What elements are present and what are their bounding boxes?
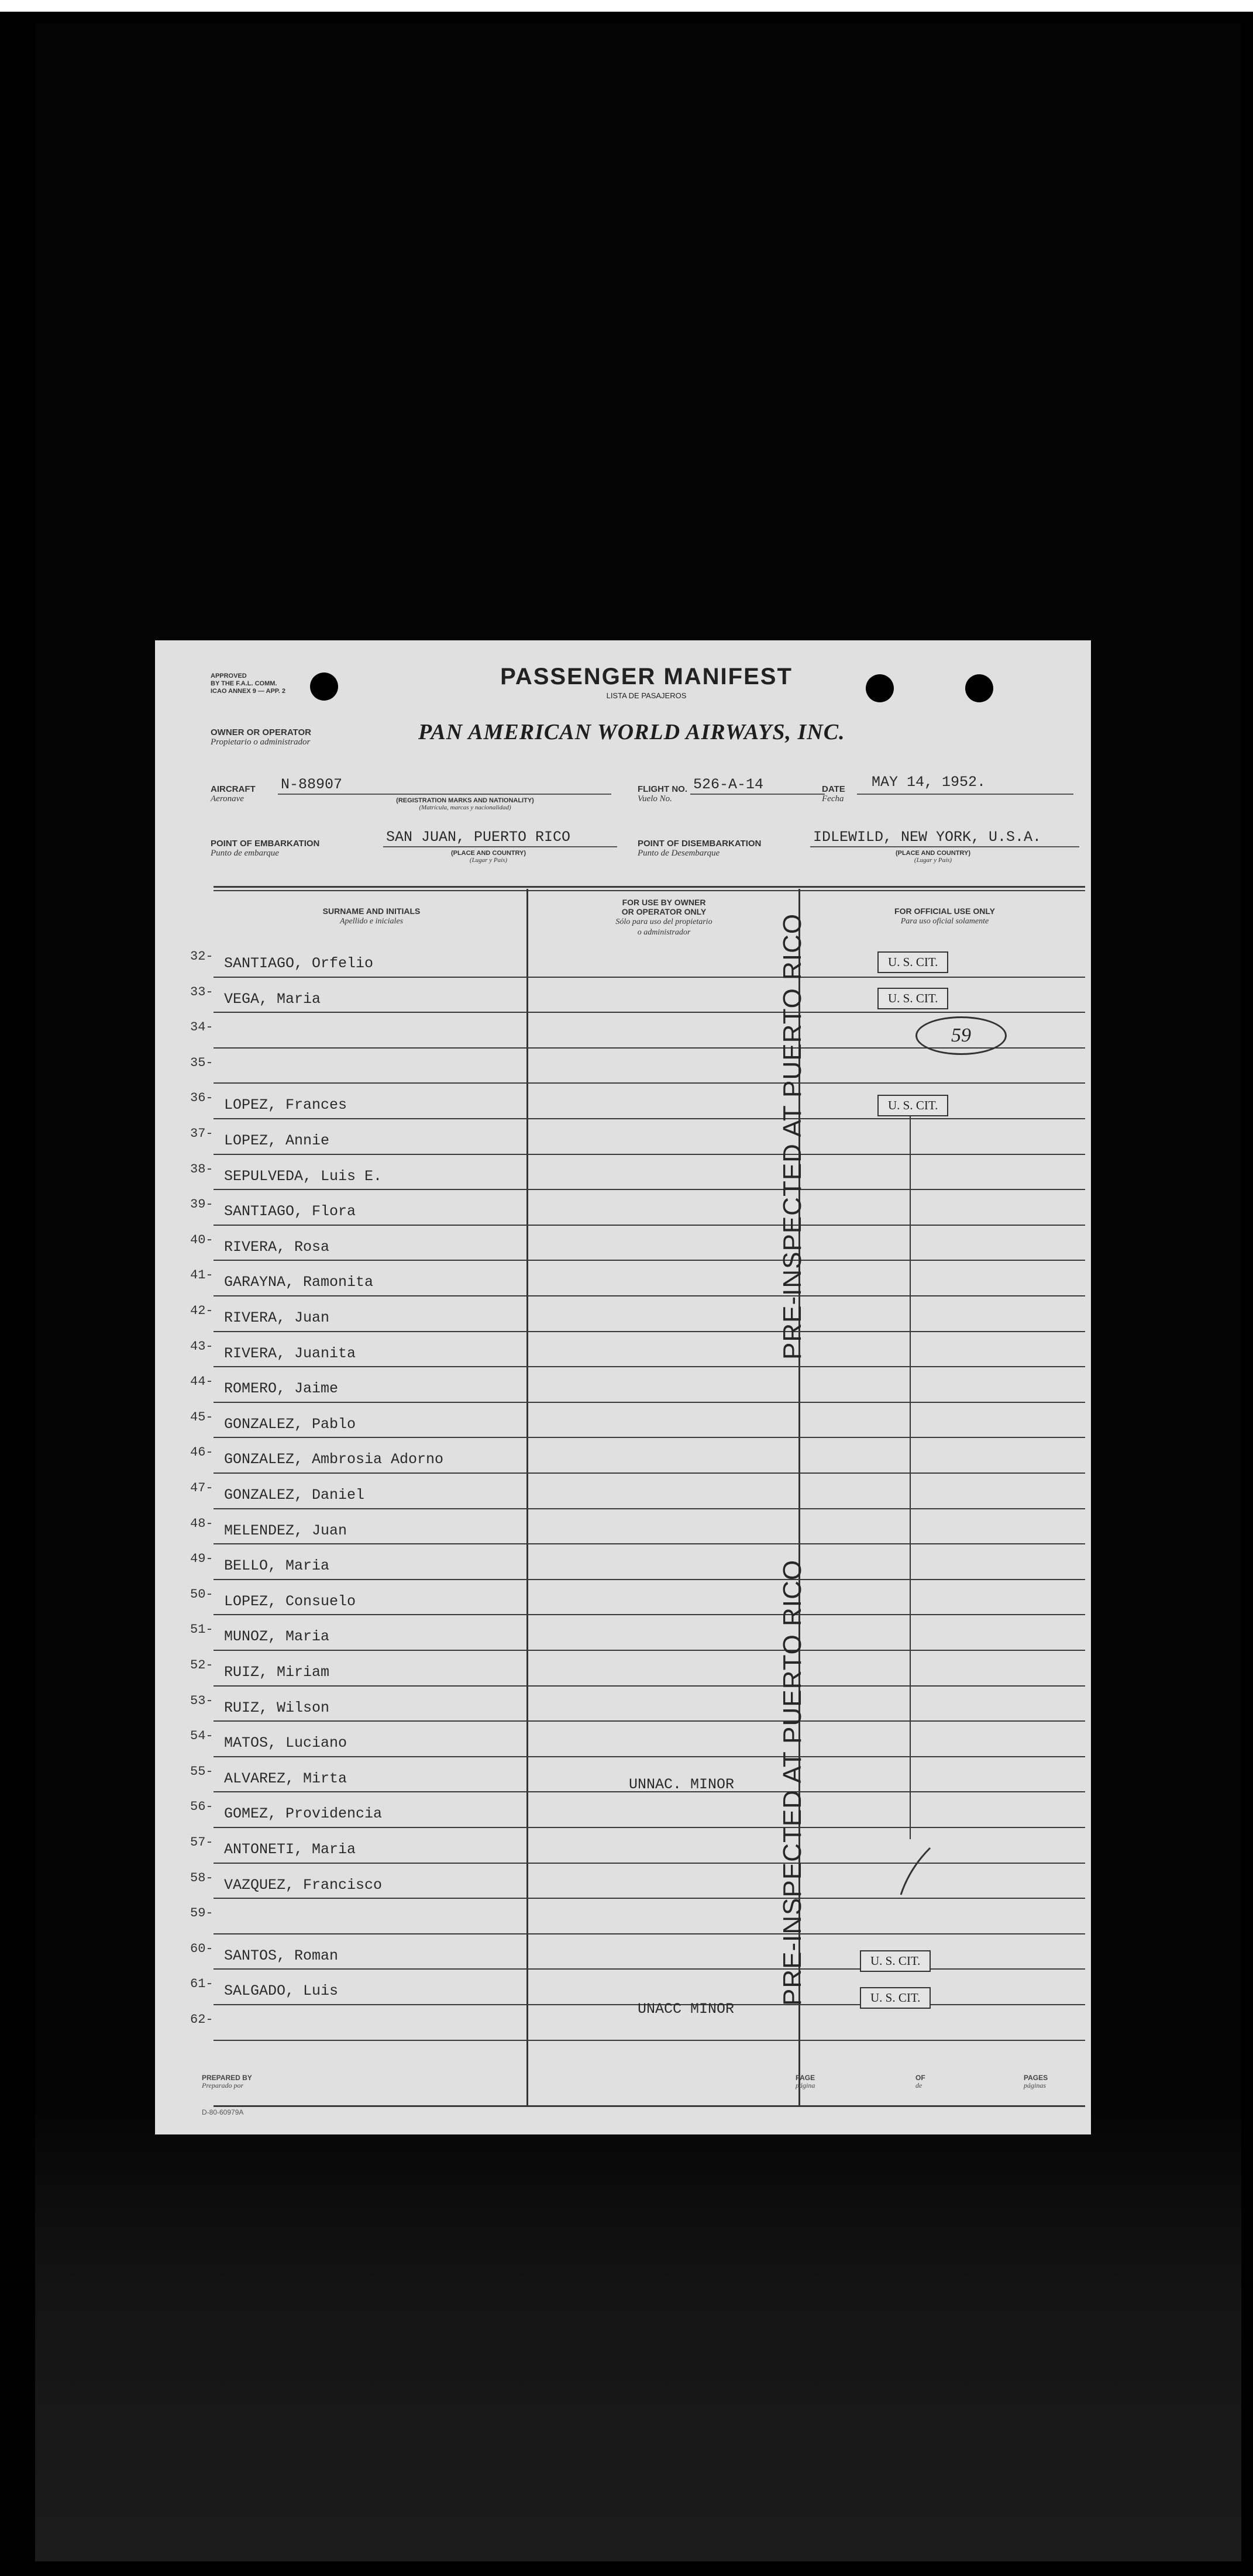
row-number: 43- <box>190 1339 214 1354</box>
row-number: 56- <box>190 1799 214 1815</box>
row-number: 32- <box>190 949 214 964</box>
passenger-name: MATOS, Luciano <box>224 1734 347 1752</box>
official-column-line <box>910 1096 911 1839</box>
remark-unaccompanied-minor: UNACC MINOR <box>638 2001 735 2018</box>
passenger-name: LOPEZ, Annie <box>224 1132 330 1149</box>
row-number: 34- <box>190 1020 214 1035</box>
row-line <box>214 1118 1085 1119</box>
date-underline <box>857 794 1073 795</box>
header-rule <box>214 886 1085 888</box>
row-line <box>214 1508 1085 1509</box>
manifest-title-block <box>471 664 822 700</box>
owner-value: PAN AMERICAN WORLD AIRWAYS, INC. <box>418 720 845 744</box>
passenger-name: LOPEZ, Frances <box>224 1096 347 1114</box>
flight-label: FLIGHT NO. Vuelo No. <box>638 784 687 804</box>
passenger-name: RUIZ, Miriam <box>224 1664 330 1681</box>
row-line <box>214 1650 1085 1651</box>
row-number: 46- <box>190 1445 214 1460</box>
us-citizen-stamp: U. S. CIT. <box>877 1095 948 1116</box>
passenger-name: ANTONETI, Maria <box>224 1841 356 1858</box>
passenger-name: MELENDEZ, Juan <box>224 1522 347 1539</box>
official-use-column-header: FOR OFFICIAL USE ONLY Para uso oficial solamente <box>894 906 995 926</box>
row-number: 62- <box>190 2012 214 2027</box>
manifest-sheet <box>155 640 1091 2134</box>
passenger-name: LOPEZ, Consuelo <box>224 1592 356 1610</box>
embarkation-underline <box>383 846 617 847</box>
passenger-name: GONZALEZ, Ambrosia Adorno <box>224 1451 444 1468</box>
microfilm-bottom <box>35 2117 1241 2561</box>
row-line <box>214 1189 1085 1190</box>
row-line <box>214 2040 1085 2041</box>
passenger-name: VEGA, Maria <box>224 990 321 1008</box>
row-line <box>214 1933 1085 1934</box>
row-line <box>214 1366 1085 1367</box>
row-line <box>214 1543 1085 1544</box>
passenger-name: RIVERA, Rosa <box>224 1238 330 1256</box>
flight-underline <box>690 794 825 795</box>
punch-hole <box>965 674 993 702</box>
passenger-name: BELLO, Maria <box>224 1557 330 1575</box>
scan-edge <box>0 0 1253 12</box>
row-line <box>214 1685 1085 1687</box>
passenger-name: SANTIAGO, Flora <box>224 1203 356 1220</box>
row-number: 36- <box>190 1091 214 1106</box>
registration-caption: (REGISTRATION MARKS AND NATIONALITY) (Matrícula, marcas y nacionalidad) <box>396 797 534 811</box>
passenger-name: GONZALEZ, Pablo <box>224 1415 356 1433</box>
row-number: 45- <box>190 1409 214 1425</box>
row-number: 61- <box>190 1977 214 1992</box>
date-value: MAY 14, 1952. <box>872 774 986 791</box>
row-line <box>214 1720 1085 1722</box>
aircraft-underline <box>278 794 611 795</box>
row-number: 35- <box>190 1055 214 1070</box>
prepared-by-label: PREPARED BY Preparado por <box>202 2074 252 2089</box>
pages-label: PAGES páginas <box>1024 2074 1048 2089</box>
check-mark <box>898 1845 933 1898</box>
passenger-name: ALVAREZ, Mirta <box>224 1770 347 1787</box>
row-line <box>214 1473 1085 1474</box>
names-column-header: SURNAME AND INITIALS Apellido e iniciales <box>322 906 421 926</box>
row-number: 44- <box>190 1374 214 1389</box>
row-number: 59- <box>190 1906 214 1921</box>
manifest-subtitle: LISTA DE PASAJEROS <box>606 691 687 700</box>
row-line <box>214 1402 1085 1403</box>
embarkation-label: POINT OF EMBARKATION Punto de embarque <box>211 839 320 858</box>
row-number: 38- <box>190 1161 214 1177</box>
disembarkation-value: IDLEWILD, NEW YORK, U.S.A. <box>813 829 1042 846</box>
remark-unaccompanied-minor: UNNAC. MINOR <box>629 1776 735 1793</box>
passenger-name: ROMERO, Jaime <box>224 1380 339 1398</box>
row-line <box>214 1295 1085 1296</box>
row-line <box>214 1082 1085 1084</box>
us-citizen-stamp: U. S. CIT. <box>877 988 948 1009</box>
row-number: 37- <box>190 1126 214 1141</box>
aircraft-value: N-88907 <box>281 776 343 793</box>
row-number: 49- <box>190 1551 214 1567</box>
punch-hole <box>866 674 894 702</box>
row-number: 54- <box>190 1729 214 1744</box>
row-line <box>214 1827 1085 1828</box>
row-number: 48- <box>190 1516 214 1531</box>
row-number: 50- <box>190 1587 214 1602</box>
page-label: PAGE página <box>796 2074 815 2089</box>
row-number: 58- <box>190 1870 214 1885</box>
owner-use-column-header: FOR USE BY OWNER OR OPERATOR ONLY Sólo para uso del propietario o administrador <box>615 898 712 937</box>
us-citizen-stamp: U. S. CIT. <box>860 1950 931 1972</box>
us-citizen-stamp: U. S. CIT. <box>877 951 948 973</box>
row-number: 57- <box>190 1835 214 1850</box>
passenger-name: SANTIAGO, Orfelio <box>224 955 374 972</box>
passenger-name: SEPULVEDA, Luis E. <box>224 1167 383 1185</box>
column-divider <box>526 889 528 2105</box>
row-number: 39- <box>190 1197 214 1212</box>
row-line <box>214 1012 1085 1013</box>
header-rule-thin <box>214 890 1085 891</box>
row-number: 33- <box>190 984 214 999</box>
row-number: 51- <box>190 1622 214 1637</box>
flight-value: 526-A-14 <box>693 776 764 793</box>
punch-hole <box>310 673 338 701</box>
row-number: 53- <box>190 1693 214 1708</box>
preinspected-stamp: PRE-INSPECTED AT PUERTO RICO <box>778 1559 807 2006</box>
row-line <box>214 1260 1085 1261</box>
disembarkation-underline <box>810 846 1079 847</box>
passenger-name: VAZQUEZ, Francisco <box>224 1876 383 1894</box>
row-line <box>214 977 1085 978</box>
row-number: 55- <box>190 1764 214 1779</box>
row-number: 60- <box>190 1941 214 1956</box>
manifest-title: PASSENGER MANIFEST <box>500 664 793 689</box>
passenger-name: MUNOZ, Maria <box>224 1628 330 1646</box>
row-line <box>214 1898 1085 1899</box>
passenger-name: RIVERA, Juan <box>224 1309 330 1326</box>
row-number: 42- <box>190 1303 214 1318</box>
row-line <box>214 1331 1085 1332</box>
us-citizen-stamp: U. S. CIT. <box>860 1987 931 2009</box>
row-line <box>214 1614 1085 1615</box>
preinspected-stamp: PRE-INSPECTED AT PUERTO RICO <box>778 913 807 1360</box>
footer-rule <box>214 2105 1085 2107</box>
row-line <box>214 1225 1085 1226</box>
passenger-name: RUIZ, Wilson <box>224 1699 330 1716</box>
owner-label: OWNER OR OPERATOR Propietario o administrador <box>211 727 311 747</box>
row-number: 41- <box>190 1268 214 1283</box>
passenger-name: SANTOS, Roman <box>224 1947 339 1964</box>
row-line <box>214 1437 1085 1438</box>
row-line <box>214 1863 1085 1864</box>
passenger-name: GONZALEZ, Daniel <box>224 1487 365 1503</box>
row-number: 47- <box>190 1481 214 1495</box>
embarkation-value: SAN JUAN, PUERTO RICO <box>386 829 571 846</box>
row-number: 52- <box>190 1658 214 1672</box>
passenger-name: GOMEZ, Providencia <box>224 1805 383 1823</box>
aircraft-label: AIRCRAFT Aeronave <box>211 784 256 804</box>
row-line <box>214 1968 1085 1970</box>
form-number: D-80-60979A <box>202 2108 244 2116</box>
row-number: 40- <box>190 1232 214 1247</box>
passenger-count-mark: 59 <box>915 1016 1007 1055</box>
passenger-name: SALGADO, Luis <box>224 1982 339 2000</box>
passenger-name: RIVERA, Juanita <box>224 1344 356 1362</box>
embarkation-caption: (PLACE AND COUNTRY) (Lugar y País) <box>450 850 526 864</box>
row-line <box>214 1154 1085 1155</box>
row-line <box>214 1579 1085 1580</box>
approval-note: APPROVED BY THE F.A.L. COMM. ICAO ANNEX 9 — APP. 2 <box>211 673 285 695</box>
passenger-name: GARAYNA, Ramonita <box>224 1274 374 1291</box>
date-label: DATE Fecha <box>822 784 845 804</box>
of-label: OF de <box>915 2074 925 2089</box>
row-line <box>214 1756 1085 1757</box>
disembarkation-caption: (PLACE AND COUNTRY) (Lugar y País) <box>895 850 971 864</box>
disembarkation-label: POINT OF DISEMBARKATION Punto de Desembarque <box>638 839 762 858</box>
